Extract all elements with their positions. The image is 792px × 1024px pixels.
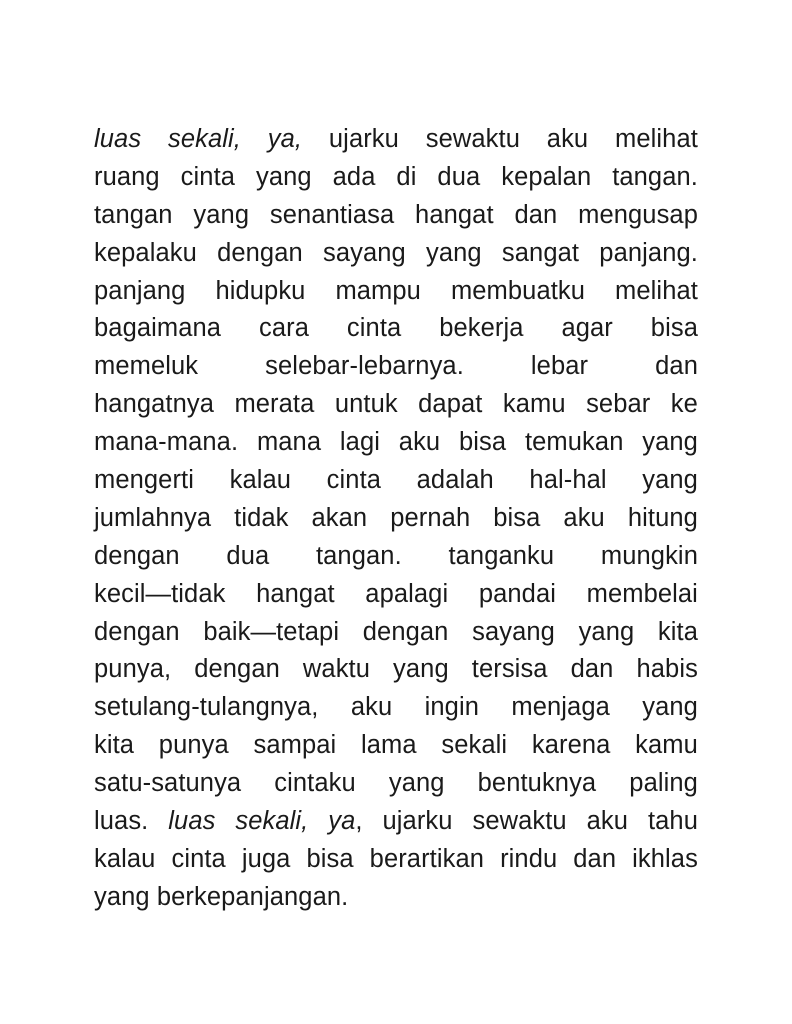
word: aku <box>398 428 441 457</box>
text-line <box>94 121 698 159</box>
word: yang <box>578 617 635 646</box>
word: sewaktu <box>425 125 520 153</box>
word: luas <box>168 807 216 836</box>
word: punya <box>158 731 229 760</box>
word: sangat <box>501 238 580 267</box>
word: mana-mana. <box>94 428 239 457</box>
word: juga <box>241 844 291 873</box>
word: lagi <box>339 428 381 457</box>
word: tanganku <box>448 541 555 570</box>
word: pandai <box>478 579 557 608</box>
word: yang <box>642 466 698 495</box>
word: selebar-lebarnya. <box>265 352 464 381</box>
word: lebar <box>530 352 589 381</box>
word: aku <box>546 125 589 153</box>
word: bisa <box>459 428 507 457</box>
word: kepalan <box>501 162 592 191</box>
word: berartikan <box>369 844 485 873</box>
word: dapat <box>418 390 483 419</box>
text-line <box>94 197 698 235</box>
word: dan <box>570 655 614 684</box>
word: waktu <box>302 655 371 684</box>
word: memeluk <box>94 352 199 381</box>
word: bentuknya <box>477 769 597 798</box>
word: cinta <box>171 844 226 873</box>
text-line <box>94 689 698 727</box>
word: dengan <box>217 238 303 267</box>
text-line <box>94 424 698 462</box>
word: dan <box>514 200 558 229</box>
word: sayang <box>472 617 555 646</box>
word: ke <box>670 390 698 419</box>
word: yang <box>426 238 482 267</box>
word: kecil—tidak <box>94 579 226 608</box>
word: mengusap <box>578 200 698 229</box>
word: hangat <box>415 200 494 229</box>
text-line <box>94 576 698 614</box>
word: kamu <box>635 731 698 760</box>
word: yang <box>642 428 698 457</box>
word: kita <box>657 617 698 646</box>
word: tidak <box>234 503 289 532</box>
word: tahu <box>647 807 698 836</box>
word: dengan <box>94 541 180 570</box>
word: sekali <box>441 731 508 760</box>
text-line <box>94 879 698 917</box>
word: sebar <box>586 390 651 419</box>
word: temukan <box>524 428 624 457</box>
text-line <box>94 803 698 841</box>
word: pernah <box>390 503 471 532</box>
word: dan <box>655 352 698 381</box>
word: di <box>396 162 417 191</box>
word: melihat <box>615 276 698 305</box>
text-line <box>94 727 698 765</box>
word: jumlahnya <box>94 503 212 532</box>
word: ujarku <box>328 125 399 153</box>
word: mampu <box>335 276 421 305</box>
text-line <box>94 462 698 500</box>
word: tersisa <box>471 655 548 684</box>
word: kepalaku <box>94 238 197 267</box>
text-line <box>94 386 698 424</box>
word: dua <box>226 541 270 570</box>
word: cintaku <box>274 769 356 798</box>
text-line <box>94 310 698 348</box>
word: sekali, <box>167 125 241 153</box>
word: membelai <box>586 579 698 608</box>
word: akan <box>311 503 368 532</box>
word: yang <box>393 655 449 684</box>
word: luas. <box>94 807 149 836</box>
word: sayang <box>322 238 406 267</box>
word: dua <box>437 162 481 191</box>
text-line <box>94 651 698 689</box>
word: ya, <box>328 807 363 836</box>
word: dengan <box>194 655 280 684</box>
word: senantiasa <box>269 200 395 229</box>
word: baik—tetapi <box>203 617 340 646</box>
word: panjang. <box>599 238 698 267</box>
word: kita <box>94 731 135 760</box>
word: hitung <box>627 503 698 532</box>
word: yang <box>642 693 698 722</box>
word: ikhlas <box>632 844 698 873</box>
word: karena <box>531 731 611 760</box>
word: mungkin <box>600 541 698 570</box>
word: punya, <box>94 655 172 684</box>
text-line <box>94 500 698 538</box>
word: cinta <box>346 314 402 343</box>
word: cara <box>259 314 310 343</box>
word: membuatku <box>450 276 586 305</box>
word: luas <box>94 125 142 153</box>
word: lama <box>361 731 417 760</box>
word: hal-hal <box>529 466 607 495</box>
word: rindu <box>500 844 558 873</box>
word: satu-satunya <box>94 769 242 798</box>
poem-paragraph <box>94 121 698 917</box>
word: apalagi <box>365 579 449 608</box>
word: hidupku <box>215 276 306 305</box>
word: kamu <box>502 390 566 419</box>
word: paling <box>629 769 698 798</box>
word: yang <box>94 882 150 911</box>
word: bisa <box>306 844 354 873</box>
word: cinta <box>180 162 236 191</box>
text-line <box>94 273 698 311</box>
word: tangan. <box>612 162 698 191</box>
word: untuk <box>334 390 398 419</box>
word: ruang <box>94 162 160 191</box>
text-line <box>94 765 698 803</box>
word: yang <box>388 769 445 798</box>
text-line <box>94 159 698 197</box>
word: dengan <box>362 617 449 646</box>
word: kalau <box>229 466 292 495</box>
word: sampai <box>253 731 337 760</box>
word: aku <box>563 503 605 532</box>
word: berkepanjangan. <box>156 882 349 911</box>
word: yang <box>193 200 250 229</box>
word: adalah <box>416 466 494 495</box>
word: melihat <box>615 125 698 153</box>
word: aku <box>586 807 629 836</box>
word: ada <box>332 162 376 191</box>
text-line <box>94 538 698 576</box>
word: menjaga <box>511 693 610 722</box>
word: bisa <box>493 503 541 532</box>
word: tangan. <box>315 541 402 570</box>
word: kalau <box>94 844 156 873</box>
word: yang <box>255 162 312 191</box>
word: ya, <box>267 125 303 153</box>
word: mengerti <box>94 466 195 495</box>
word: ingin <box>424 693 480 722</box>
text-line <box>94 841 698 879</box>
word: merata <box>234 390 315 419</box>
word: bisa <box>650 314 698 343</box>
word: dan <box>573 844 617 873</box>
word: panjang <box>94 276 186 305</box>
text-line <box>94 348 698 386</box>
word: bagaimana <box>94 314 222 343</box>
word: cinta <box>326 466 382 495</box>
word: ujarku <box>382 807 453 836</box>
word: aku <box>350 693 393 722</box>
word: bekerja <box>439 314 524 343</box>
word: hangat <box>256 579 335 608</box>
word: tangan <box>94 200 173 229</box>
word: hangatnya <box>94 390 215 419</box>
word: habis <box>636 655 698 684</box>
text-line <box>94 614 698 652</box>
text-line <box>94 235 698 273</box>
word: sekali, <box>235 807 309 836</box>
word: dengan <box>94 617 180 646</box>
word: mana <box>256 428 322 457</box>
word: agar <box>561 314 613 343</box>
word: setulang-tulangnya, <box>94 693 319 722</box>
word: sewaktu <box>472 807 567 836</box>
